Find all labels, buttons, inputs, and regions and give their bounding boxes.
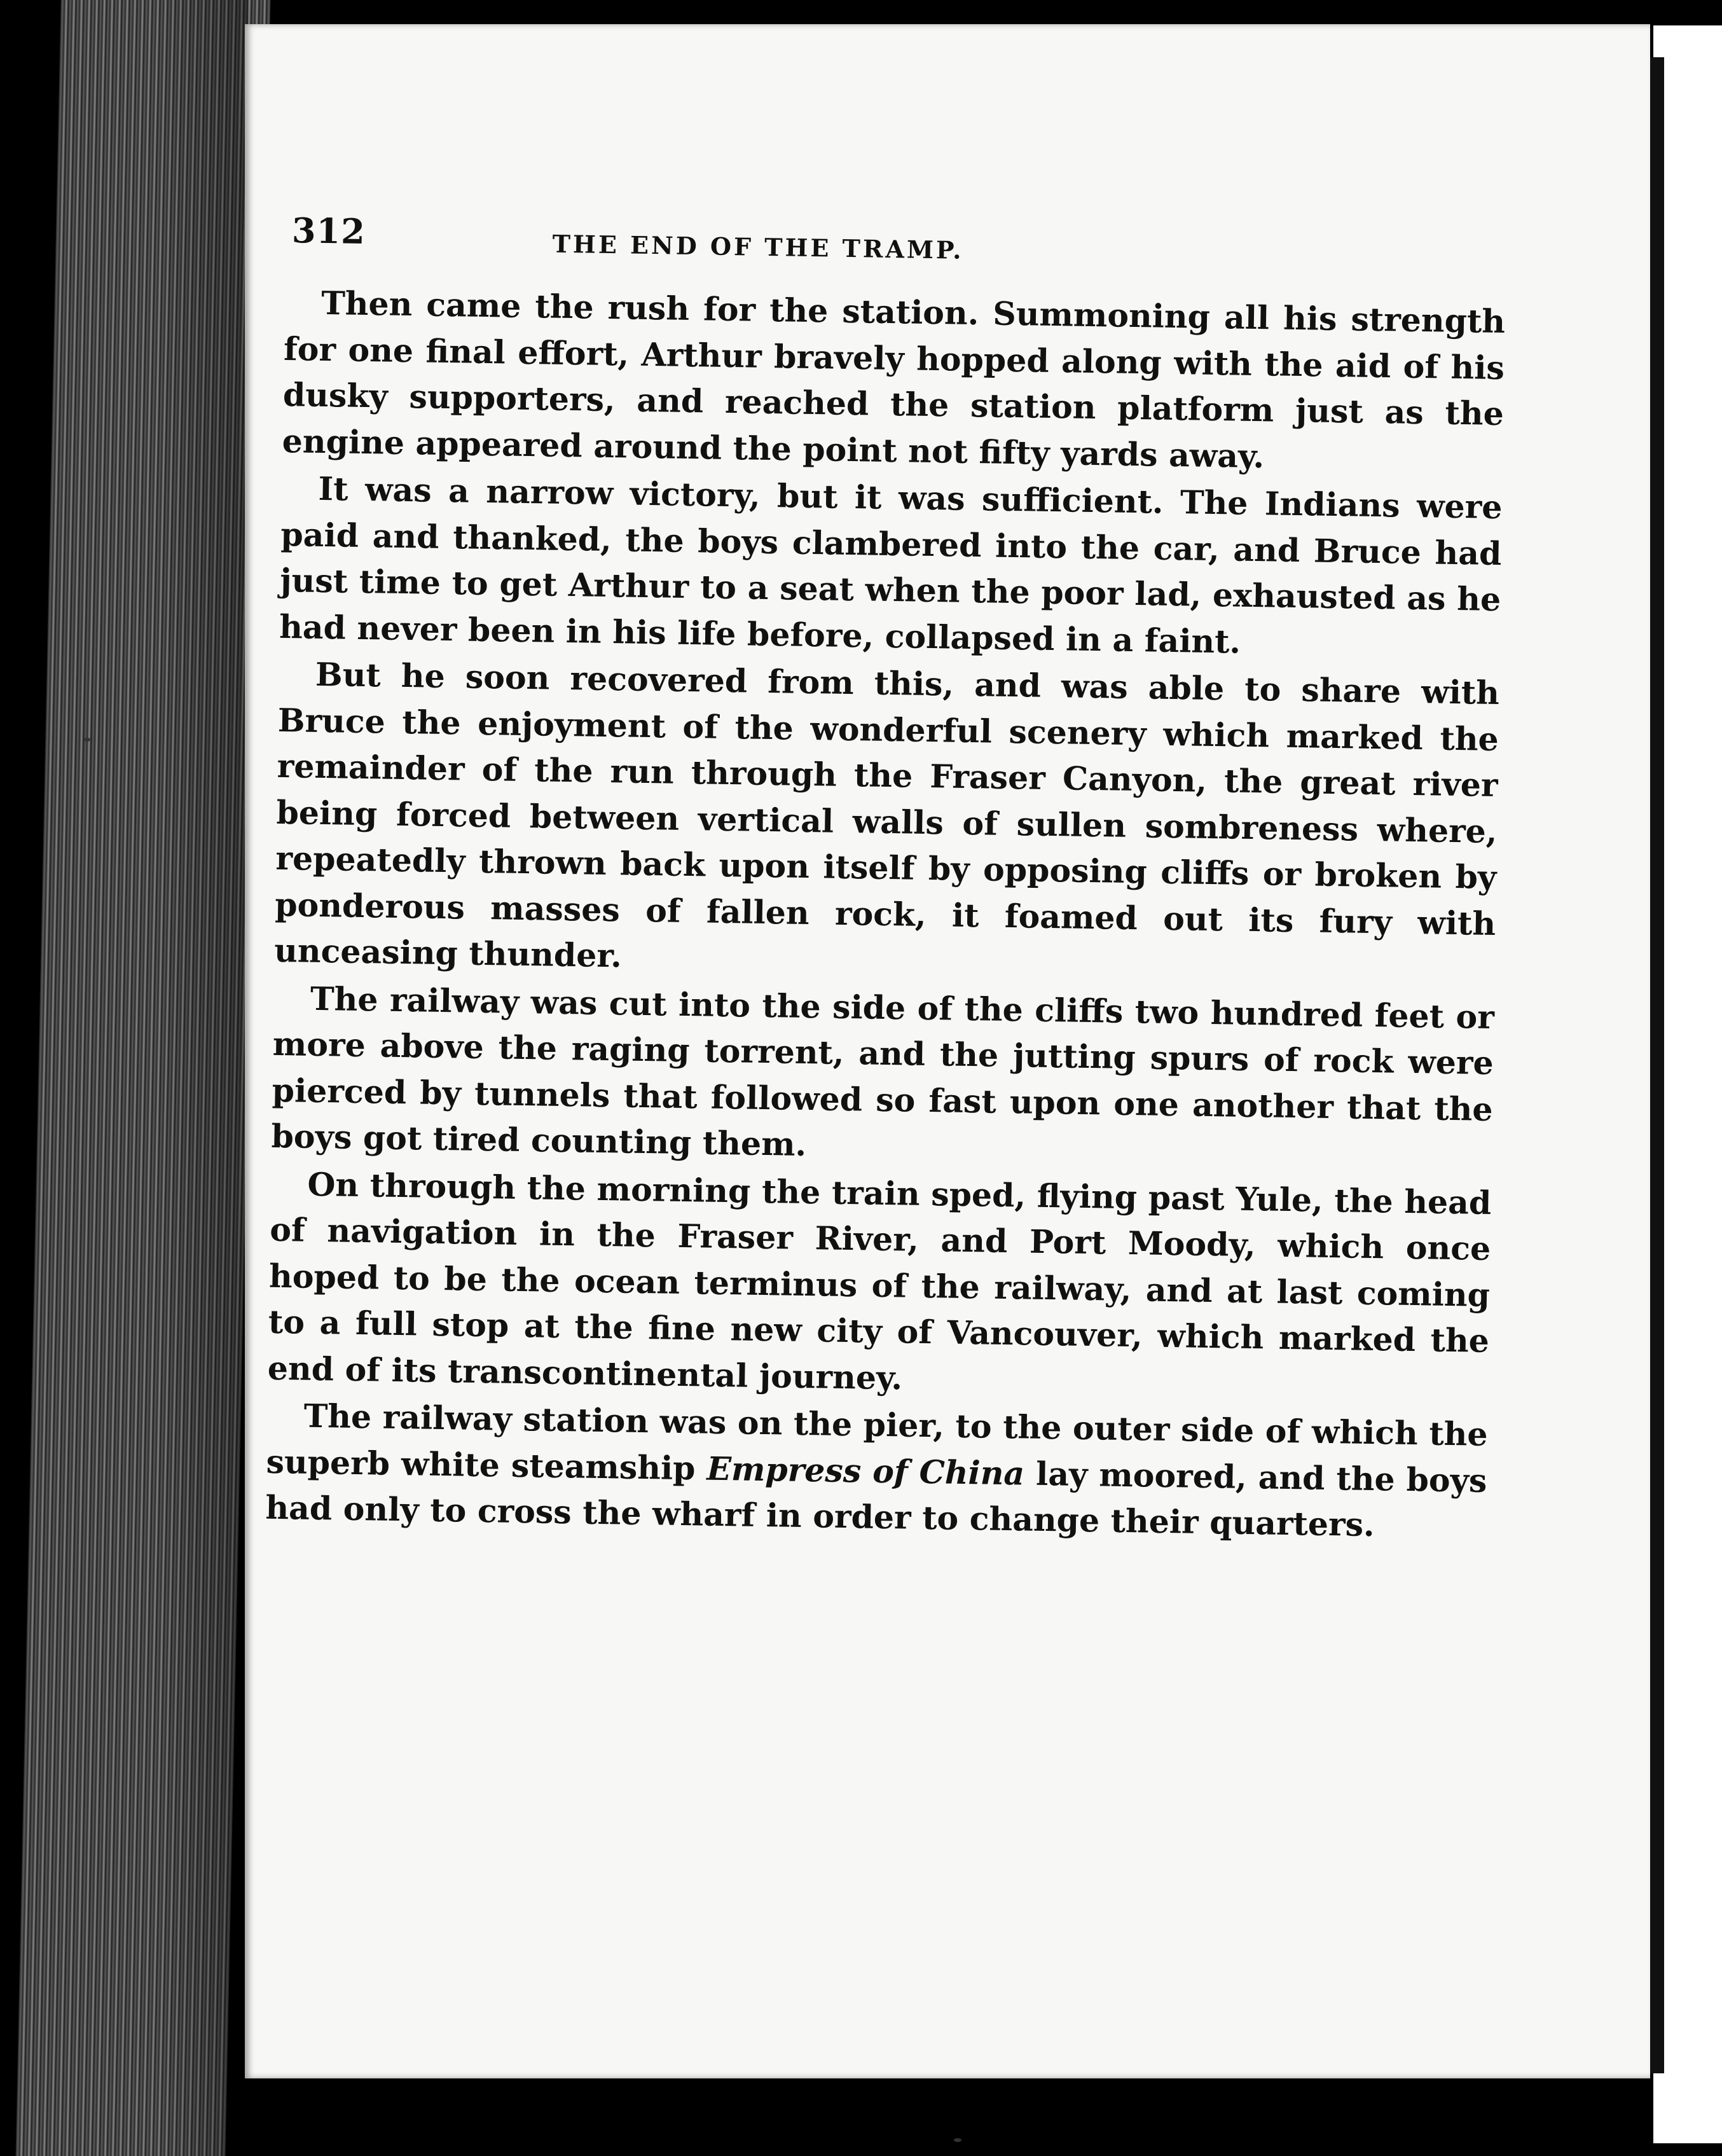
binding-shadow [159, 0, 248, 2156]
paragraph-text: The railway station was on the pier, to the outer side of which the superb white steamship [266, 1397, 1488, 1488]
paragraph-text: lay moored, and the boys had only to cross the wharf in order to change their quarters. [265, 1454, 1487, 1544]
speck-mark [954, 2138, 961, 2142]
right-page-gutter [1650, 57, 1664, 2073]
speck-mark [84, 738, 90, 742]
running-title: THE END OF THE TRAMP. [552, 229, 964, 265]
paragraph: The railway was cut into the side of the cliffs two hundred feet or more above the raging torrent, and the jutting spurs of rock were pierced by tunnels that followed so fast upon one another that the boys got tired counting them. [271, 979, 1495, 1164]
paragraph [265, 1393, 1488, 1551]
body-text [265, 280, 1506, 1550]
page-number: 312 [291, 210, 366, 252]
ship-name: Empress of China [706, 1449, 1025, 1492]
paragraph: On through the morning the train sped, flying past Yule, the head of navigation in the Fraser River, and Port Moody, which once hoped to be the ocean terminus of the railway, and at last coming to a full stop at the fine new city of Vancouver, which marked the end of its transcontinental journey. [267, 1165, 1492, 1397]
paragraph: It was a narrow victory, but it was sufficient. The Indians were paid and thanked, the boys clambered into the car, and Bruce had just time to get Arthur to a seat when the poor lad, exhausted as he had never been in his life before, collapsed in a faint. [279, 469, 1503, 661]
paragraph: Then came the rush for the station. Summoning all his strength for one final effort, Arthur bravely hopped along with the aid of his dusky supporters, and reached the station platform just as the engine appeared around the point not fifty yards away. [282, 284, 1506, 475]
page-content [265, 191, 1507, 1550]
paragraph: But he soon recovered from this, and was able to share with Bruce the enjoyment of the wonderful scenery which marked the remainder of the run through the Fraser Canyon, the great river being forced between vertical walls of sullen sombreness where, repeatedly thrown back upon itself by opposing cliffs or broken by ponderous masses of fallen rock, it foamed out its fury with unceasing thunder. [273, 655, 1500, 975]
